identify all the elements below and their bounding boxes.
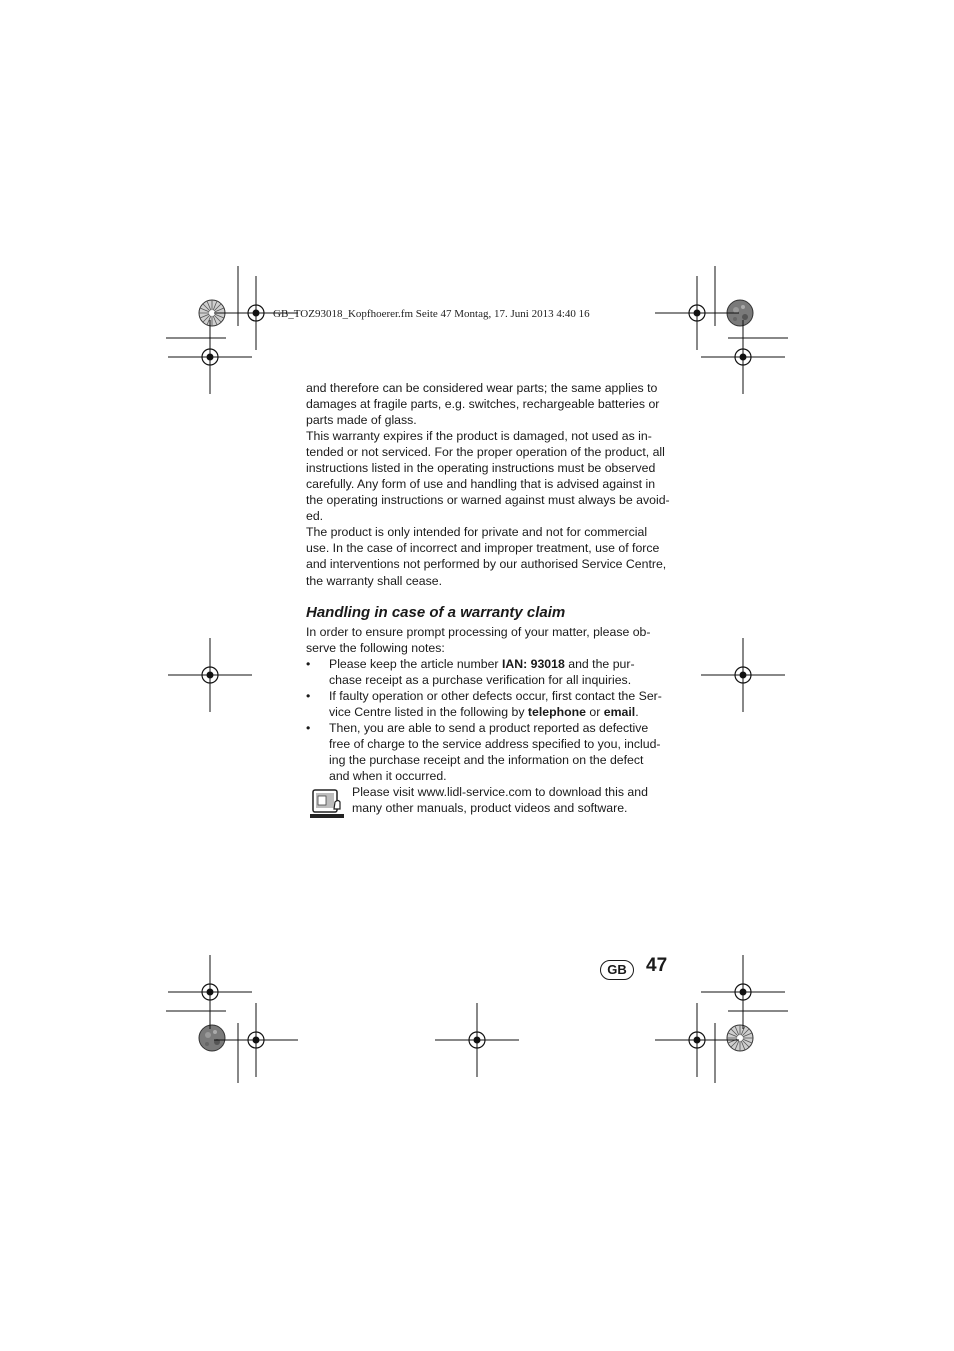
text-line: instructions listed in the operating instructions must be observed bbox=[306, 461, 656, 475]
text-line: damages at fragile parts, e.g. switches, rechargeable batteries or bbox=[306, 397, 660, 411]
text-line: Then, you are able to send a product reported as defective bbox=[329, 721, 649, 735]
text-line: tended or not serviced. For the proper operation of the product, all bbox=[306, 445, 665, 459]
country-badge: GB bbox=[600, 960, 634, 980]
text-line: serve the following notes: bbox=[306, 641, 445, 655]
crosshair-icon bbox=[701, 955, 785, 1029]
crosshair-icon bbox=[701, 638, 785, 712]
text-fragment: . bbox=[635, 705, 639, 719]
text-line: The product is only intended for private and not for commercial bbox=[306, 525, 648, 539]
bullet-marker: • bbox=[306, 689, 311, 703]
crosshair-icon bbox=[168, 955, 252, 1029]
crosshair-icon bbox=[214, 1003, 298, 1077]
text-line: If faulty operation or other defects occur, first contact the Ser- bbox=[329, 689, 662, 703]
text-fragment: or bbox=[585, 705, 604, 719]
text-fragment: and the pur- bbox=[564, 657, 635, 671]
text-line: ing the purchase receipt and the information on the defect bbox=[329, 753, 644, 767]
crosshair-icon bbox=[655, 276, 739, 350]
text-line: Please visit www.lidl-service.com to download this and bbox=[352, 785, 648, 799]
list-item bbox=[329, 656, 635, 672]
computer-download-icon bbox=[308, 786, 346, 822]
bullet-marker: • bbox=[306, 657, 311, 671]
starburst-icon bbox=[727, 1025, 753, 1051]
telephone-label: telephone bbox=[527, 705, 586, 719]
text-line: ed. bbox=[306, 509, 324, 523]
text-line: the warranty shall cease. bbox=[306, 574, 443, 588]
text-line: carefully. Any form of use and handling that is advised against in bbox=[306, 477, 656, 491]
text-line: and therefore can be considered wear parts; the same applies to bbox=[306, 381, 658, 395]
text-line: and when it occurred. bbox=[329, 769, 447, 783]
article-number: IAN: 93018 bbox=[501, 657, 565, 671]
page-number: 47 bbox=[646, 955, 668, 976]
text-line: In order to ensure prompt processing of your matter, please ob- bbox=[306, 625, 651, 639]
text-line: chase receipt as a purchase verification for all inquiries. bbox=[329, 673, 632, 687]
text-line: parts made of glass. bbox=[306, 413, 417, 427]
starburst-icon bbox=[199, 1025, 225, 1051]
crosshair-icon bbox=[435, 1003, 519, 1077]
list-item bbox=[329, 704, 639, 720]
text-line: This warranty expires if the product is damaged, not used as in- bbox=[306, 429, 652, 443]
crosshair-icon bbox=[655, 1003, 739, 1077]
email-label: email bbox=[603, 705, 636, 719]
text-line: and interventions not performed by our authorised Service Centre, bbox=[306, 557, 667, 571]
bullet-marker: • bbox=[306, 721, 311, 735]
file-info-header: GB_TOZ93018_Kopfhoerer.fm Seite 47 Montag, 17. Juni 2013 4:40 16 bbox=[273, 308, 590, 320]
text-fragment: vice Centre listed in the following by bbox=[329, 705, 528, 719]
crosshair-icon bbox=[701, 320, 785, 394]
text-line: use. In the case of incorrect and improper treatment, use of force bbox=[306, 541, 660, 555]
text-line: many other manuals, product videos and software. bbox=[352, 801, 628, 815]
text-line: the operating instructions or warned against must always be avoid- bbox=[306, 493, 670, 507]
text-fragment: Please keep the article number bbox=[329, 657, 502, 671]
text-line: free of charge to the service address specified to you, includ- bbox=[329, 737, 661, 751]
crosshair-icon bbox=[168, 320, 252, 394]
crosshair-icon bbox=[168, 638, 252, 712]
section-heading: Handling in case of a warranty claim bbox=[306, 604, 566, 621]
